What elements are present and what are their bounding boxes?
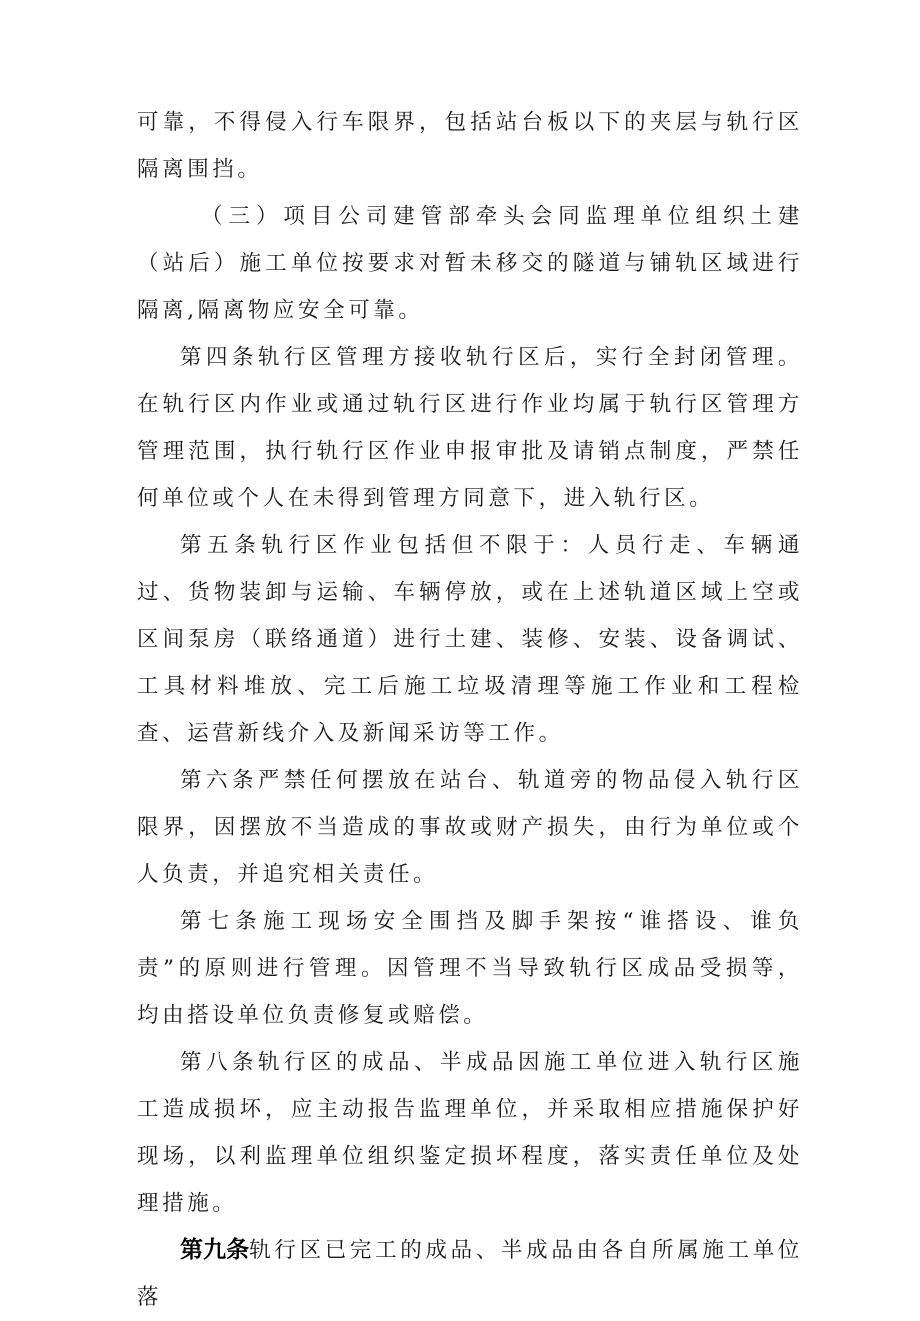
paragraph-article-5: 第五条轨行区作业包括但不限于：人员行走、车辆通过、货物装卸与运输、车辆停放，或在上述轨道区域上空或区间泵房（联络通道）进行土建、装修、安装、设备调试、工具材料堆放、完工后施工垃圾清理等施工作业和工程检查、运营新线介入及新闻采访等工作。 [137,533,803,746]
paragraph-article-7: 第七条施工现场安全围挡及脚手架按“谁搭设、谁负责”的原则进行管理。因管理不当导致轨行区成品受损等，均由搭设单位负责修复或赔偿。 [137,909,803,1028]
paragraph-article-8: 第八条轨行区的成品、半成品因施工单位进入轨行区施工造成损坏，应主动报告监理单位，并采取相应措施保护好现场，以利监理单位组织鉴定损坏程度，落实责任单位及处理措施。 [137,1050,803,1216]
paragraph-article-6: 第六条严禁任何摆放在站台、轨道旁的物品侵入轨行区限界，因摆放不当造成的事故或财产损失，由行为单位或个人负责，并追究相关责任。 [137,768,803,887]
paragraph-article-9 [137,1227,803,1321]
article-9-heading: 第九条 [180,1237,250,1263]
paragraph-article-4: 第四条轨行区管理方接收轨行区后，实行全封闭管理。在轨行区内作业或通过轨行区进行作业均属于轨行区管理方管理范围，执行轨行区作业申报审批及请销点制度，严禁任何单位或个人在未得到管理方同意下，进入轨行区。 [137,345,803,511]
article-9-text: 轨行区已完工的成品、半成品由各自所属施工单位落 [137,1238,804,1310]
paragraph-2: （三）项目公司建管部牵头会同监理单位组织土建（站后）施工单位按要求对暂未移交的隧道与铺轨区域进行隔离,隔离物应安全可靠。 [137,204,803,323]
paragraph-1: 可靠，不得侵入行车限界，包括站台板以下的夹层与轨行区隔离围挡。 [137,110,803,182]
document-body [137,99,803,1321]
